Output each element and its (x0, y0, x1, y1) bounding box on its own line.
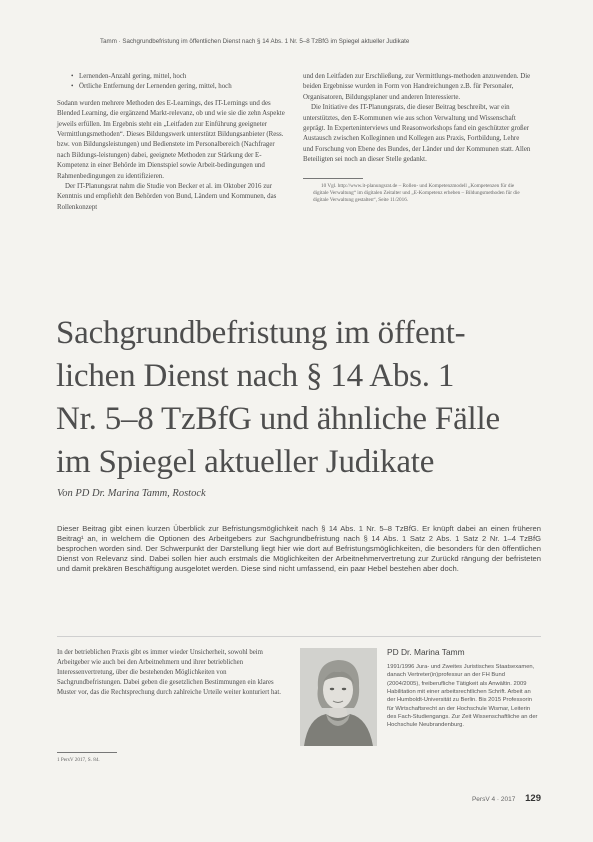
abstract: Dieser Beitrag gibt einen kurzen Überblick zur Befristungsmöglichkeit nach § 14 Abs. 1 Nr. 5–8 TzBfG. Er knüpft dabei an einen früheren Beitrag¹ an, in welchem die Optionen des Arbeitgebers zur Sachgrundbefristung nach § 14 Abs. 1 Satz 2 Abs. 1 Satz 2 Nr. 1–4 TzBfG besprochen worden sind. Der Schwerpunkt der Darstellung liegt hier wie dort auf Befristungsmöglichkeiten, die besonders für den öffentlichen Dienst von Relevanz sind. Dabei sollen hier auch erstmals die Möglichkeiten der Arbeitnehmervertretung zur Zurückd rängung der befristeten und damit prekären Beschäftigung ausgelotet werden. Diese sind nicht umfassend, ein paar Hebel bestehen aber doch. (57, 524, 541, 574)
title-line: Sachgrundbefristung im öffent- (56, 315, 466, 351)
title-line: Nr. 5–8 TzBfG und ähnliche Fälle (56, 401, 500, 437)
top-right-column (303, 72, 531, 204)
author-byline: Von PD Dr. Marina Tamm, Rostock (57, 488, 206, 499)
footnote: 10 Vgl. http://www.it-planungsrat.de – Rollen- und Kompetenzmodell „Kompetenzen für die digitale Verwaltung“ im digitalen Zeitalter und „E-Kompetenz erheben – Bildungsmethoden für die digitale Verwaltung gestalten“, Seite 11/2016. (313, 182, 520, 203)
author-bio: 1991/1996 Jura- und Zweites Juristisches Staatsexamen, danach Vertreter(in)professur an der FH Bund (2004/2005), freiberufliche Tätigkeit als Anwältin. 2009 Habilitation mit einer arbeitsrechtlichen Schrift. Arbeit an der Humboldt-Universität zu Berlin. Bis 2015 Professorin für Wirtschaftsrecht an der Hochschule Wismar, Leiterin des Fach-Studiengangs. Zur Zeit Wissenschaftliche an der Hochschule Neubrandenburg. (387, 664, 538, 729)
list-item: • Lernenden-Anzahl gering, mittel, hoch (71, 72, 285, 82)
author-portrait-image (300, 648, 377, 746)
article-title (56, 312, 546, 484)
paragraph: und den Leitfaden zur Erschließung, zur Vermittlungs-methoden anzuwenden. Die beiden Ergebnisse wurden in Form von Handreichungen z.B. für Personaler, Organisatoren, Bildungsplaner und anderen Interessierte. (303, 73, 531, 101)
title-line: im Spiegel aktueller Judikate (56, 444, 435, 480)
author-photo (300, 648, 377, 746)
section-divider (57, 636, 541, 637)
page-footer (472, 793, 541, 804)
article-body-column (57, 648, 283, 698)
page-number: 129 (525, 793, 541, 804)
title-line: lichen Dienst nach § 14 Abs. 1 (56, 358, 455, 394)
list-item: • Örtliche Entfernung der Lernenden gering, mittel, hoch (71, 82, 285, 92)
paragraph: Der IT-Planungsrat nahm die Studie von Becker et al. im Oktober 2016 zur Kenntnis und empfiehlt den Behörden von Bund, Ländern und Kommunen, das Rollenkonzept (57, 183, 277, 211)
footnote-divider (57, 752, 117, 753)
paragraph: In der betrieblichen Praxis gibt es immer wieder Unsicherheit, sowohl beim Arbeitgeber wie auch bei den Arbeitnehmern und ihrer betrieblichen Interessenvertretung, über die bestehenden Möglichkeiten von Sachgrundbefristungen. Dabei geben die gesetzlichen Bestimmungen ein klares Muster vor, das die Rechtsprechung durch zahlreiche Urteile weiter konturiert hat. (57, 649, 281, 696)
criteria-list (71, 72, 285, 93)
footnote: 1 PersV 2017, S. 84. (57, 757, 100, 763)
author-name: PD Dr. Marina Tamm (387, 647, 465, 657)
top-left-column (57, 72, 285, 213)
journal-issue: PersV 4 · 2017 (471, 796, 516, 803)
article-footnotes (57, 752, 283, 764)
paragraph: Die Initiative des IT-Planungsrats, die dieser Beitrag beschreibt, war ein unterstütztes, den E-Kommunen wie aus schon Verwaltung und Wissenschaft geprägt. In Experteninterviews und Reasonworkshops fand ein geschützter großer Austausch zwischen Kolleginnen und Kollegen aus Praxis, Fortbildung, Lehre und Forschung von Ebene des Bundes, der Länder und der Kommunen statt. Allen Beteiligten sei noch an dieser Stelle gedankt. (303, 104, 531, 164)
running-header: Tamm · Sachgrundbefristung im öffentlichen Dienst nach § 14 Abs. 1 Nr. 5–8 TzBfG im Spiegel aktueller Judikate (100, 38, 410, 45)
footnote-divider (303, 178, 363, 179)
paragraph: Sodann wurden mehrere Methoden des E-Learnings, des IT-Lernings und des Blended Learning, die ergänzend Markt-relevanz, ob und wie sie die zehn Aspekte jeweils erfüllen. Im Ergebnis steht ein „Leitfaden zur Einführung geeigneter Vermittlungsmethoden“. Dieses Bildungswerk unterstützt Bildungsanbieter (Ress. bzw. von Bildungsleistungen) und Bedienstete im Personalbereich (Nachfrager nach Bildungs-leistungen) dabei, geeignete Methoden zur Stärkung der E-Kompetenz in einer Behörde im Dienstspiel sowie Arbeit-bedingungen und Rahmenbedingungen zu identifizieren. (57, 99, 285, 180)
